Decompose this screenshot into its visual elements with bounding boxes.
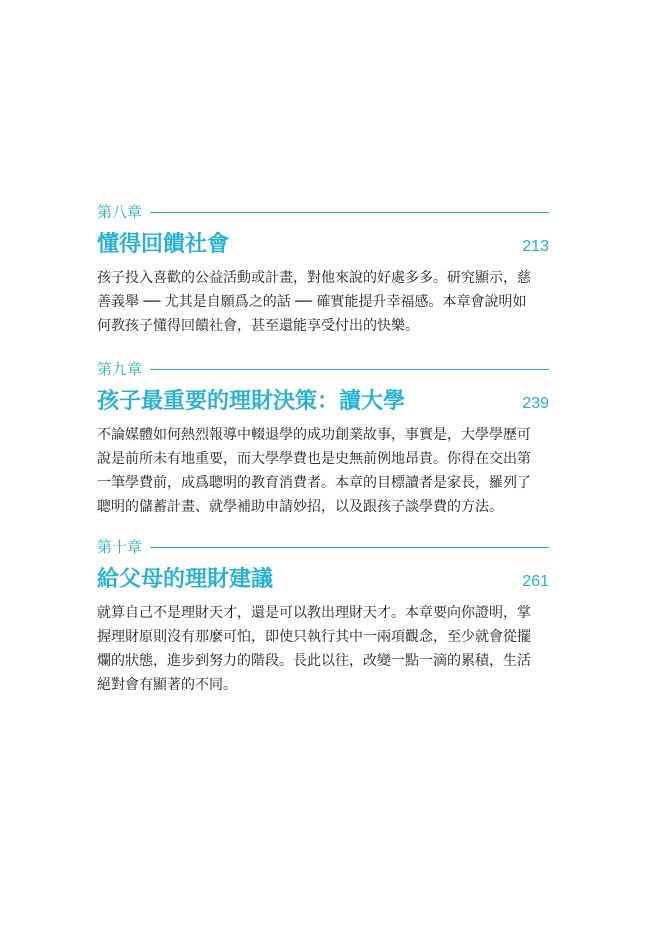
description-line: 善義舉 ── 尤其是自願爲之的話 ── 確實能提升幸福感。本章會說明如 <box>97 294 527 310</box>
chapter-description <box>97 423 549 519</box>
description-line: 說是前所未有地重要，而大學學費也是史無前例地昂貴。你得在交出第 <box>97 451 531 467</box>
chapter-header <box>97 202 549 222</box>
chapter-header <box>97 537 549 557</box>
chapter-divider-line <box>150 212 549 213</box>
description-line: 聰明的儲蓄計畫、就學補助申請妙招，以及跟孩子談學費的方法。 <box>97 499 503 515</box>
chapter-title: 給父母的理財建議 <box>97 567 274 592</box>
chapter-title: 懂得回饋社會 <box>97 232 230 257</box>
description-line: 何教孩子懂得回饋社會，甚至還能享受付出的快樂。 <box>97 318 419 334</box>
chapter-page-number: 239 <box>522 395 549 412</box>
chapter-label: 第九章 <box>97 360 143 378</box>
description-line: 就算自己不是理財天才，還是可以教出理財天才。本章要向你證明，掌 <box>97 605 531 621</box>
chapter-9-section <box>97 359 549 519</box>
chapter-description <box>97 601 549 697</box>
description-line: 絕對會有顯著的不同。 <box>97 677 237 693</box>
description-line: 握理財原則沒有那麼可怕，即使只執行其中一兩項觀念，至少就會從擺 <box>97 629 531 645</box>
chapter-label: 第十章 <box>97 538 143 556</box>
description-line: 不論媒體如何熱烈報導中輟退學的成功創業故事，事實是，大學學歷可 <box>97 427 531 443</box>
chapter-header <box>97 359 549 379</box>
description-line: 爛的狀態，進步到努力的階段。長此以往，改變一點一滴的累積，生活 <box>97 653 531 669</box>
description-line: 一筆學費前，成爲聰明的教育消費者。本章的目標讀者是家長，羅列了 <box>97 475 531 491</box>
chapter-title-row <box>97 387 549 417</box>
description-line: 孩子投入喜歡的公益活動或計畫，對他來說的好處多多。研究顯示，慈 <box>97 270 531 286</box>
chapter-divider-line <box>150 369 549 370</box>
chapter-title-row <box>97 230 549 260</box>
chapter-description <box>97 266 549 338</box>
chapter-label: 第八章 <box>97 203 143 221</box>
chapter-10-section <box>97 537 549 697</box>
chapter-title-row <box>97 565 549 595</box>
chapter-8-section <box>97 202 549 338</box>
chapter-divider-line <box>150 547 549 548</box>
chapter-page-number: 213 <box>522 238 549 255</box>
chapter-page-number: 261 <box>522 573 549 590</box>
chapter-title: 孩子最重要的理財決策：讀大學 <box>97 389 406 414</box>
